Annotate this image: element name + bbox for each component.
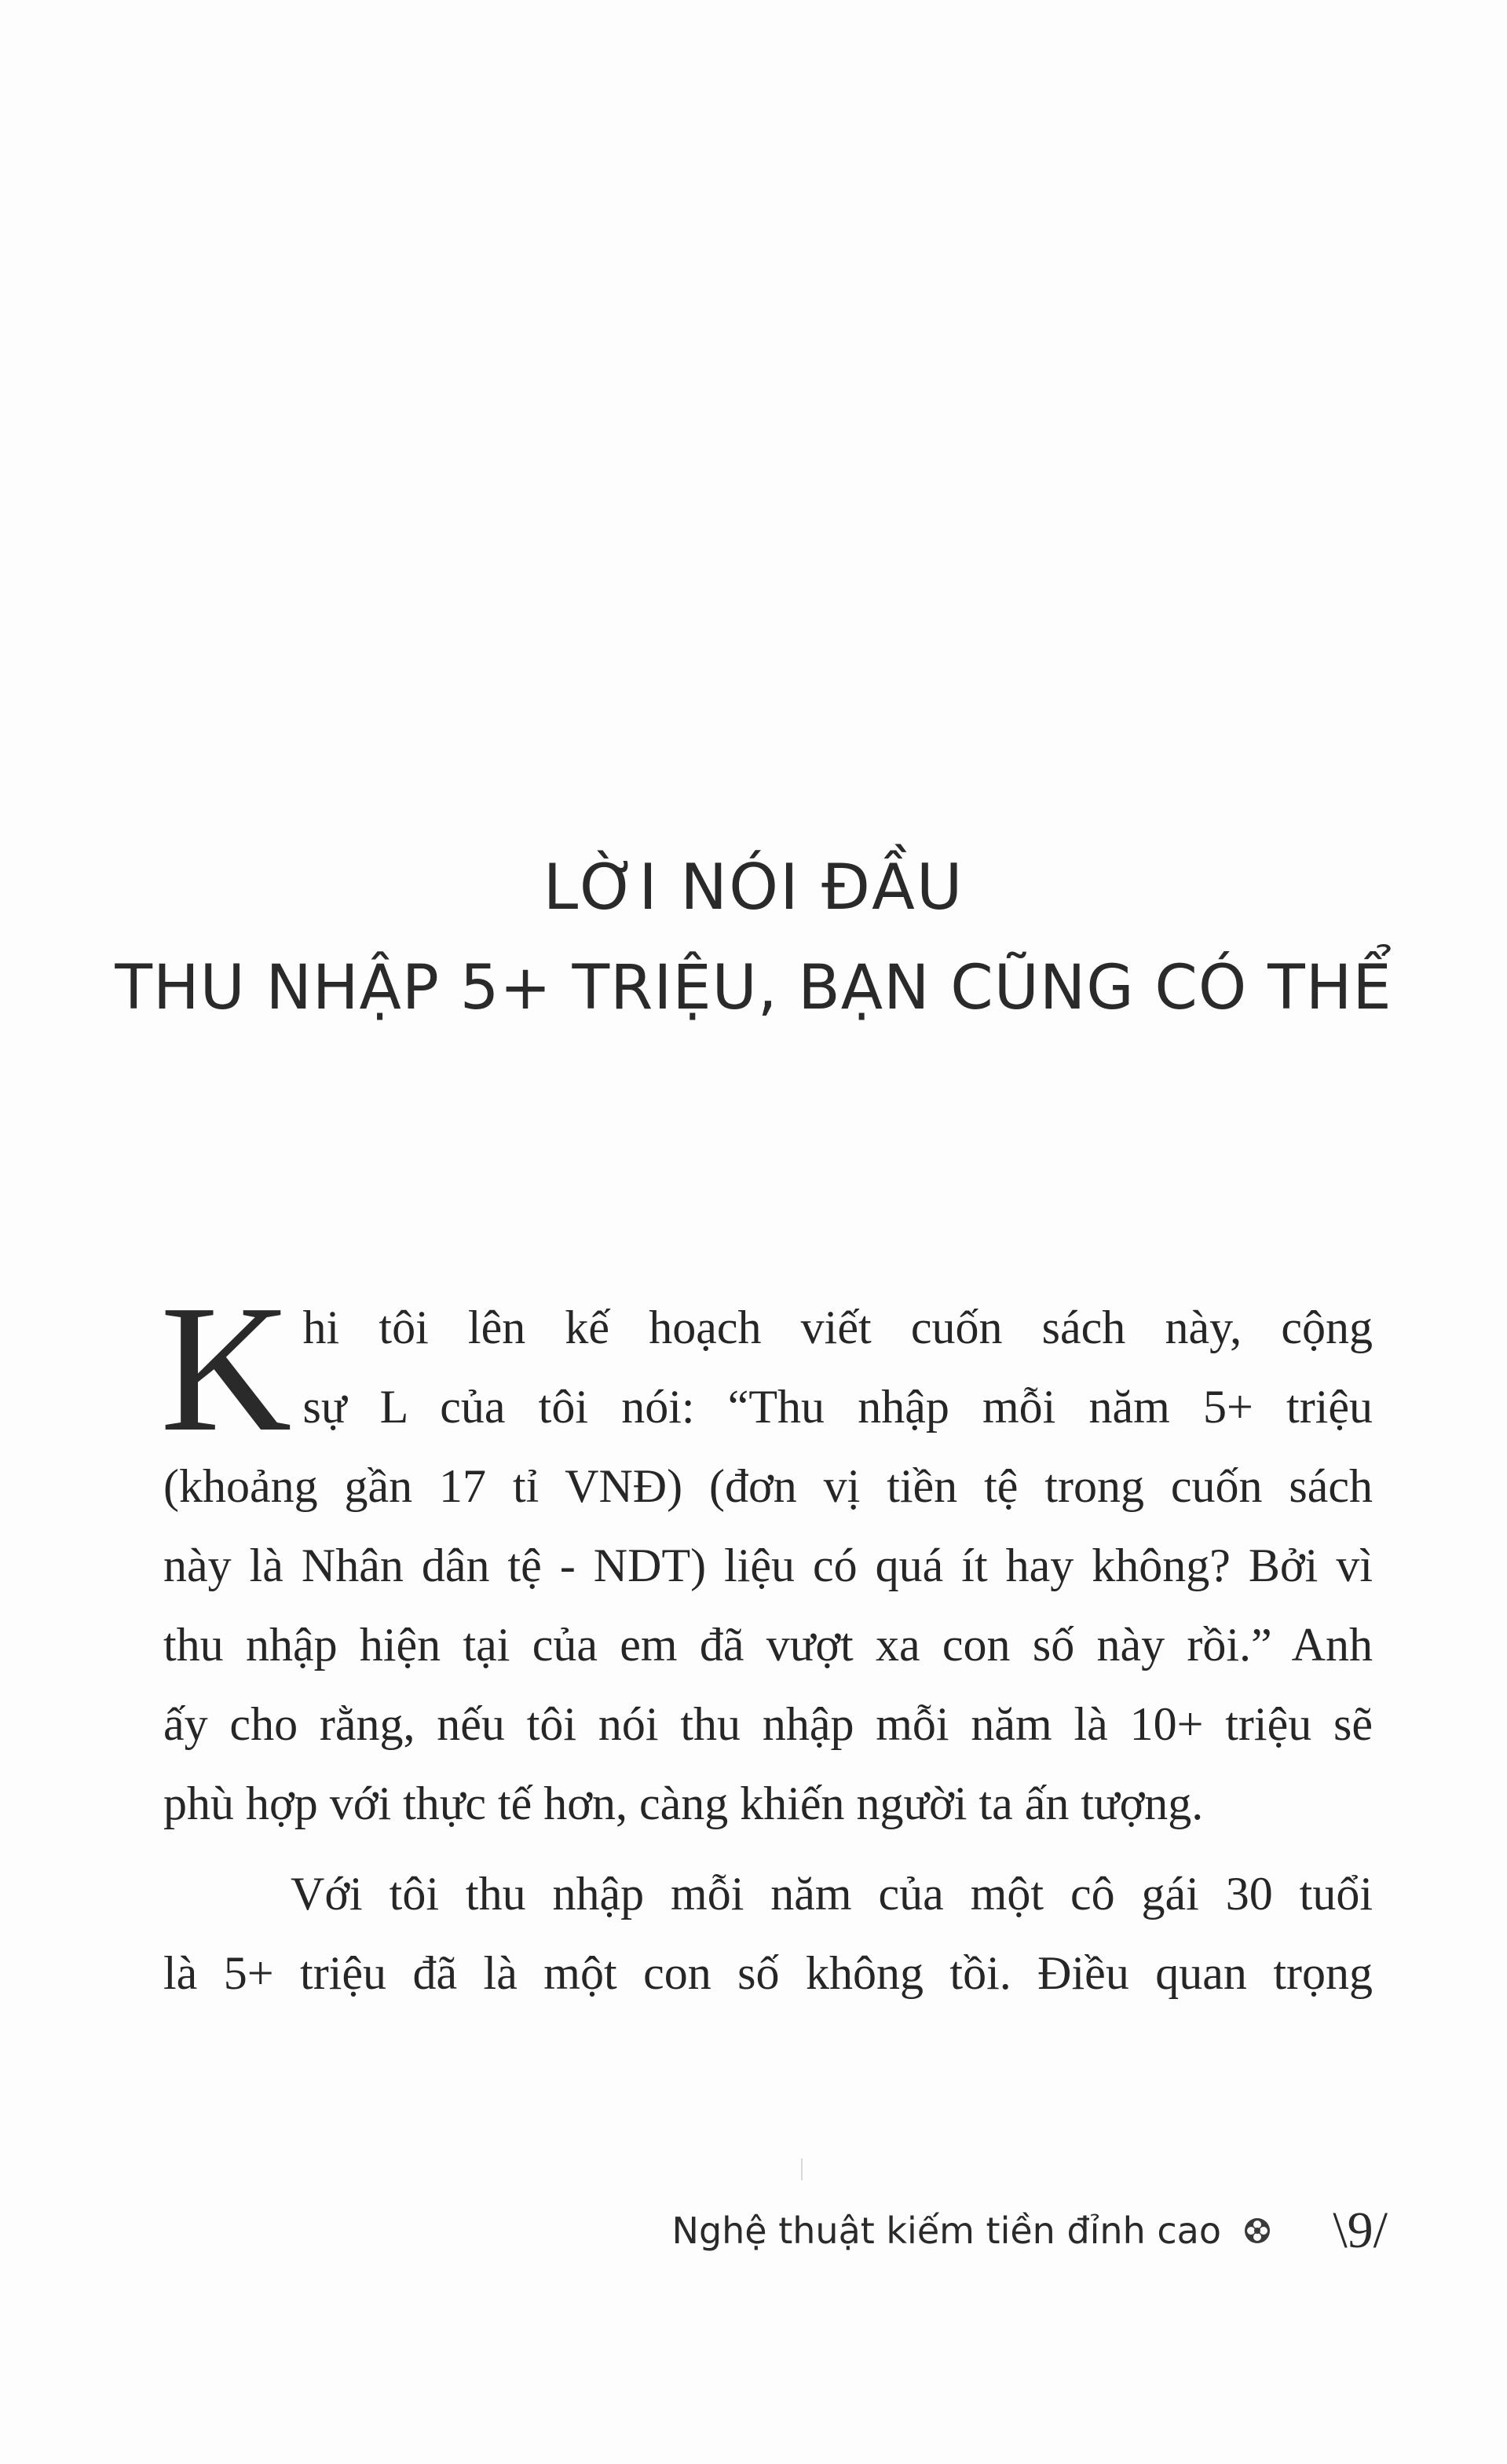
scan-mark: [801, 2158, 803, 2180]
text-line: Với tôi thu nhập mỗi năm của một cô gái 30 tuổi: [291, 1868, 1373, 1920]
text-line: thu nhập hiện tại của em đã vượt xa con số này rồi.” Anh: [163, 1619, 1373, 1671]
paragraph-2: [163, 1854, 1373, 2013]
text-line: là 5+ triệu đã là một con số không tồi. Điều quan trọng: [163, 1947, 1373, 1999]
text-line: ấy cho rằng, nếu tôi nói thu nhập mỗi năm là 10+ triệu sẽ: [163, 1698, 1373, 1750]
page-footer: [0, 2199, 1507, 2262]
body-text: [160, 1268, 1373, 2013]
page-number: \9/: [1333, 2202, 1388, 2259]
text-line: phù hợp với thực tế hơn, càng khiến người ta ấn tượng.: [163, 1778, 1204, 1829]
running-title: Nghệ thuật kiếm tiền đỉnh cao: [671, 2210, 1221, 2252]
chapter-heading: LỜI NÓI ĐẦU: [543, 851, 964, 924]
drop-cap: K: [160, 1268, 292, 1470]
text-line: sự L của tôi nói: “Thu nhập mỗi năm 5+ triệu: [302, 1381, 1373, 1433]
text-line: hi tôi lên kế hoạch viết cuốn sách này, cộng: [302, 1302, 1373, 1353]
text-line: (khoảng gần 17 tỉ VNĐ) (đơn vị tiền tệ trong cuốn sách: [163, 1460, 1373, 1512]
flower-ornament-icon: [1243, 2217, 1271, 2245]
text-line: này là Nhân dân tệ - NDT) liệu có quá ít hay không? Bởi vì: [163, 1540, 1373, 1591]
chapter-subheading: THU NHẬP 5+ TRIỆU, BẠN CŨNG CÓ THỂ: [115, 953, 1392, 1023]
paragraph-1: [160, 1268, 1373, 1843]
